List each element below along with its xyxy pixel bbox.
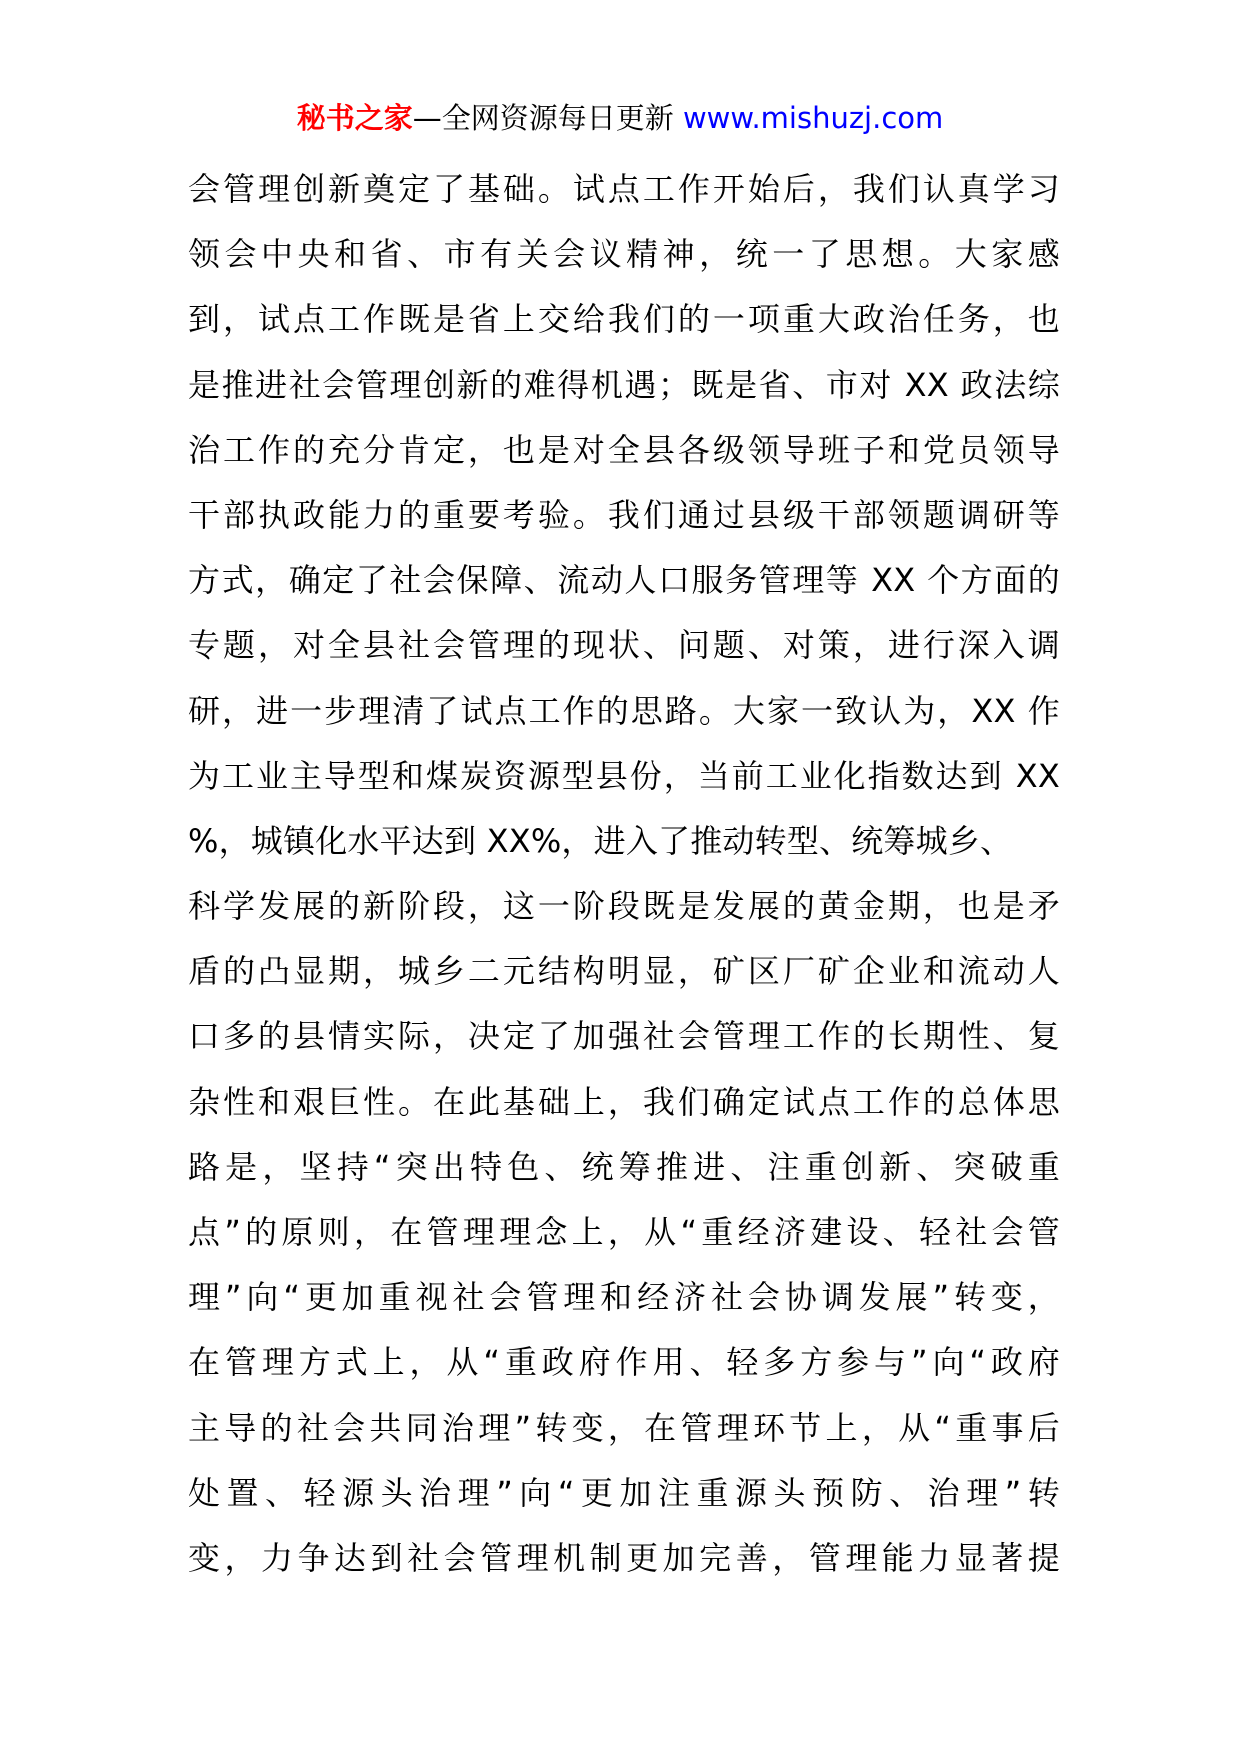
text-line: 领会中央和省、市有关会议精神，统一了思想。大家感 <box>188 235 1060 274</box>
text-line: 点”的原则，在管理理念上，从“重经济建设、轻社会管 <box>188 1213 1060 1251</box>
document-body <box>188 157 1060 1591</box>
text-line: 科学发展的新阶段，这一阶段既是发展的黄金期，也是矛 <box>188 887 1060 926</box>
text-line: 路是，坚持“突出特色、统筹推进、注重创新、突破重 <box>188 1147 1060 1186</box>
text-line: 方式，确定了社会保障、流动人口服务管理等 XX 个方面的 <box>188 561 1060 600</box>
text-line: 口多的县情实际，决定了加强社会管理工作的长期性、复 <box>188 1017 1060 1056</box>
text-line: 到，试点工作既是省上交给我们的一项重大政治任务，也 <box>188 300 1060 339</box>
text-line: 变，力争达到社会管理机制更加完善，管理能力显著提 <box>188 1538 1060 1577</box>
text-line: %，城镇化水平达到 XX%，进入了推动转型、统筹城乡、 <box>188 821 1013 860</box>
text-line: 研，进一步理清了试点工作的思路。大家一致认为，XX 作 <box>188 691 1060 730</box>
text-line: 为工业主导型和煤炭资源型县份，当前工业化指数达到 XX <box>188 756 1060 795</box>
brand-name: 秘书之家 <box>296 101 413 135</box>
text-line: 干部执政能力的重要考验。我们通过县级干部领题调研等 <box>188 495 1060 534</box>
text-line: 治工作的充分肯定，也是对全县各级领导班子和党员领导 <box>188 430 1060 469</box>
text-line: 是推进社会管理创新的难得机遇；既是省、市对 XX 政法综 <box>188 365 1060 404</box>
header-tagline: —全网资源每日更新 <box>412 101 683 135</box>
text-line: 理”向“更加重视社会管理和经济社会协调发展”转变， <box>188 1278 1060 1317</box>
page-header <box>0 98 1240 138</box>
website-link[interactable]: www.mishuzj.com <box>682 101 944 135</box>
text-line: 杂性和艰巨性。在此基础上，我们确定试点工作的总体思 <box>188 1082 1060 1121</box>
text-line: 会管理创新奠定了基础。试点工作开始后，我们认真学习 <box>188 170 1060 208</box>
text-line: 盾的凸显期，城乡二元结构明显，矿区厂矿企业和流动人 <box>188 952 1060 991</box>
text-line: 处置、轻源头治理”向“更加注重源头预防、治理”转 <box>188 1473 1060 1512</box>
text-line: 在管理方式上，从“重政府作用、轻多方参与”向“政府 <box>188 1343 1060 1382</box>
text-line: 专题，对全县社会管理的现状、问题、对策，进行深入调 <box>188 626 1060 665</box>
text-line: 主导的社会共同治理”转变，在管理环节上，从“重事后 <box>188 1408 1060 1447</box>
